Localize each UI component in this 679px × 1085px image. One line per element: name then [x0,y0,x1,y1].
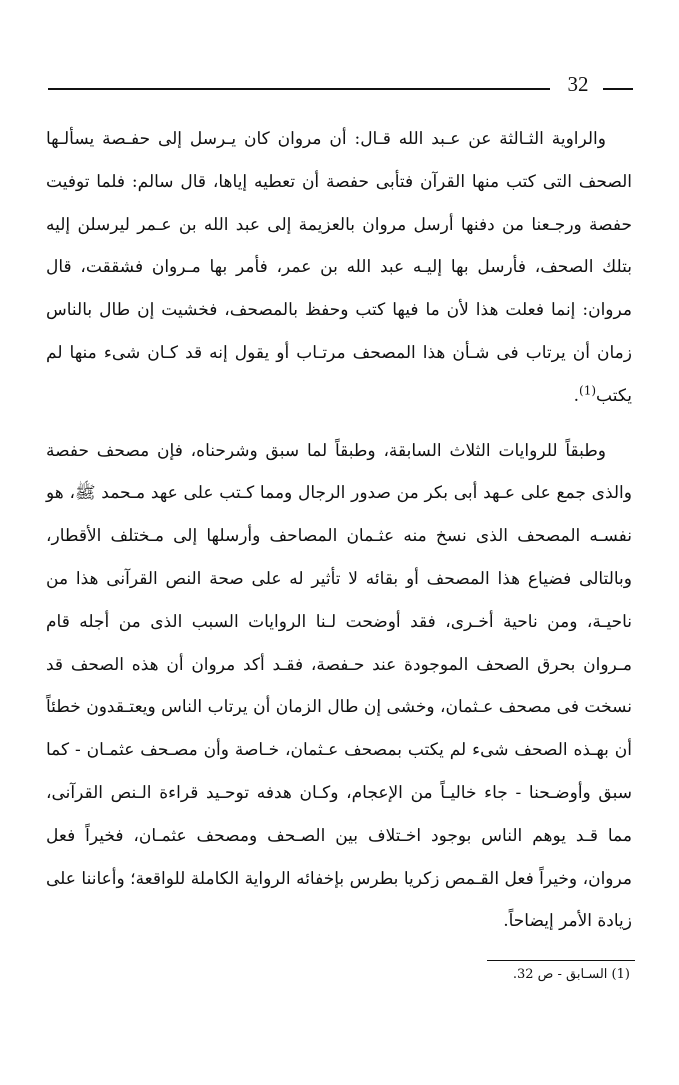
footnote: (1) السـابق - ص 32. [512,967,630,982]
paragraph-1 [46,118,632,418]
paragraph-2: وطبقاً للروايات الثلاث السابقة، وطبقاً لما سبق وشرحناه، فإن مصحف حفصة والذى جمع على عـهد أبى بكر من صدور الرجال ومما كـتب على عهد مـحمد ﷺ، هو نفسـه المصحف الذى نسخ منه عثـمان المصاحف وأرسلها إلى مـختلف الأقطار، وبالتالى فضياع هذا المصحف أو بقائه لا تأثير له على صحة النص القرآنى هذا من ناحيـة، ومن ناحية أخـرى، فقد أوضحت لـنا الروايات السبب الذى من أجله قام مـروان بحرق الصحف الموجودة عند حـفصة، فقـد أكد مروان أن هذه الصحف قد نسخت فى مصحف عـثمان، وخشى إن طال الزمان أن يرتاب الناس ويعتـقدون خطئاً أن بهـذه الصحف شىء لم يكتب بمصحف عـثمان، خـاصة وأن مصـحف عثمـان - كما سبق وأوضـحنا - جاء خاليـاً من الإعجام، وكـان هدفه توحـيد قراءة الـنص القرآنى، مما قـد يوهم الناس بوجود اخـتلاف بين الصـحف ومصحف عثمـان، فخيراً فعل مروان، وخيراً فعل القـمص زكريا بطرس بإخفائه الرواية الكاملة للواقعة؛ وأعاننا على زيادة الأمر إيضاحاً. [46,440,632,932]
body-text [46,118,632,943]
footnote-reference: (1) [579,383,597,398]
footnote-rule [487,960,635,961]
paragraph-end-mark: . [573,385,580,406]
header-rule-short [603,88,633,90]
page-number: 32 [567,72,589,96]
header-rule [48,88,550,90]
paragraph-text: والراوية الثـالثة عن عـبد الله قـال: أن مروان كان يـرسل إلى حفـصة يسألـها الصحف التى كتب منها القرآن فتأبى حفصة أن تعطيه إياها، قال سالم: فلما توفيت حفصة ورجـعنا من دفنها أرسل مروان بالعزيمة إلى عبد الله بن عـمر ليرسلن إليه بتلك الصحف، فأرسل بها إليـه عبد الله بن عمر، فأمر بها مـروان فشققت، قال مروان: إنما فعلت هذا لأن ما فيها كتب وحفظ بالمصحف، فخشيت إن طال بالناس زمان أن يرتاب فى شـأن هذا المصحف مرتـاب أو يقول إنه قد كـان شىء منها لم يكتب [46,129,632,406]
